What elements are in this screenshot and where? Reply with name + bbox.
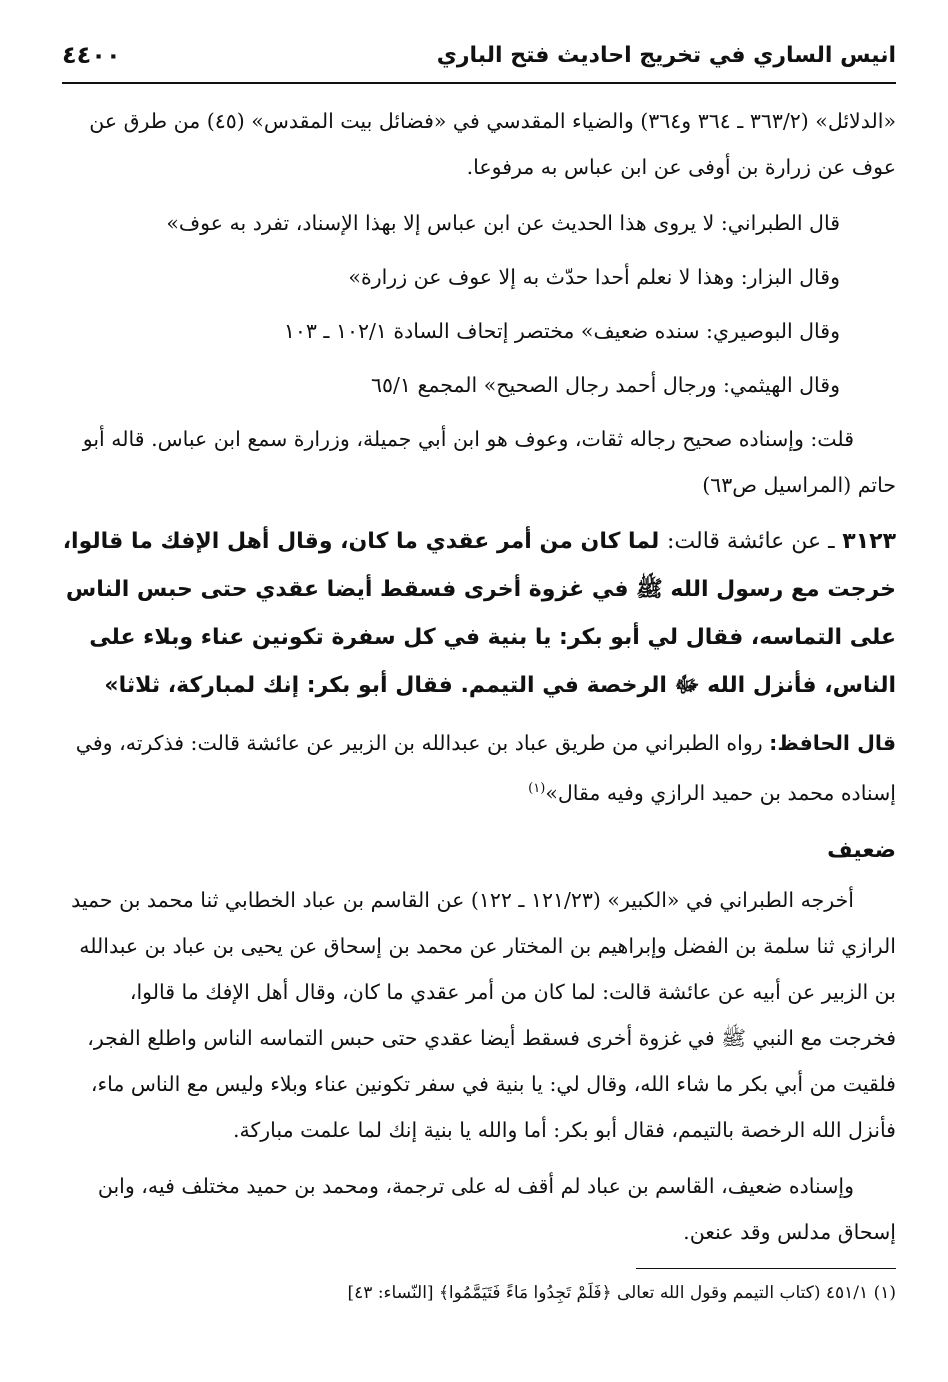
footnote-marker: (١) [873, 1283, 896, 1303]
hadith-number: ٣١٢٣ [842, 529, 896, 554]
book-title: انيس الساري في تخريج احاديث فتح الباري [436, 42, 896, 68]
quotes-block [62, 200, 896, 408]
grade-heading: ضعيف [827, 837, 896, 863]
quote-busiri: وقال البوصيري: سنده ضعيف» مختصر إتحاف السادة ١٠٢/١ ـ ١٠٣ [283, 319, 840, 343]
quote-tabarani: قال الطبراني: لا يروى هذا الحديث عن ابن عباس إلا بهذا الإسناد، تفرد به عوف» [166, 211, 840, 235]
takhrij-paragraph [62, 877, 896, 1153]
intro-paragraph [62, 98, 896, 190]
conclusion-text: وإسناده ضعيف، القاسم بن عباد لم أقف له على ترجمة، ومحمد بن حميد مختلف فيه، وابن إسحاق مدلس وقد عنعن. [97, 1173, 896, 1244]
hafiz-paragraph [62, 720, 896, 816]
author-note [62, 416, 896, 508]
quote-bazzar: وقال البزار: وهذا لا نعلم أحدا حدّث به إلا عوف عن زرارة» [348, 265, 840, 289]
intro-paragraph-text: «الدلائل» (٣٦٣/٢ ـ ٣٦٤ و٣٦٤) والضياء المقدسي في «فضائل بيت المقدس» (٤٥) من طرق عن عوف عن زرارة بن أوفى عن ابن عباس به مرفوعا. [89, 109, 896, 179]
conclusion-paragraph [62, 1163, 896, 1255]
running-header [62, 0, 896, 74]
hadith-intro: ـ عن عائشة قالت: [666, 529, 835, 554]
footnote-divider [636, 1268, 896, 1269]
header-rule [62, 82, 896, 84]
author-note-text: قلت: وإسناده صحيح رجاله ثقات، وعوف هو ابن أبي جميلة، وزرارة سمع ابن عباس. قاله أبو حاتم (المراسيل ص٦٣) [82, 427, 896, 497]
hafiz-label: قال الحافظ: [769, 731, 896, 755]
footnote [62, 1278, 896, 1308]
footnote-reference[interactable]: (١) [528, 781, 546, 796]
page-number: ٤٤٠٠ [62, 41, 121, 69]
hadith-block [62, 518, 896, 710]
hafiz-text: رواه الطبراني من طريق عباد بن عبدالله بن الزبير عن عائشة قالت: فذكرته، وفي إسناده محمد بن حميد الرازي وفيه مقال» [75, 731, 896, 805]
hadith-text: لما كان من أمر عقدي ما كان، وقال أهل الإفك ما قالوا، خرجت مع رسول الله ﷺ في غزوة أخرى فسقط أيضا عقدي حتى حبس الناس على التماسه، فقال لي أبو بكر: يا بنية في كل سفرة تكونين عناء وبلاء على الناس، فأنزل الله ﷻ الرخصة في التيمم. فقال أبو بكر: إنك لمباركة، ثلاثا» [62, 529, 896, 698]
takhrij-text: أخرجه الطبراني في «الكبير» (١٢١/٢٣ ـ ١٢٢) عن القاسم بن عباد الخطابي ثنا محمد بن حميد الرازي ثنا سلمة بن الفضل وإبراهيم بن المختار عن محمد بن إسحاق عن يحيى بن عباد بن عبدالله بن الزبير عن أبيه عن عائشة قالت: لما كان من أمر عقدي ما كان، وقال أهل الإفك ما قالوا، فخرجت مع النبي ﷺ في غزوة أخرى فسقط أيضا عقدي حتى حبس التماسه الناس واطلع الفجر، فلقيت من أبي بكر ما شاء الله، وقال لي: يا بنية في سفر تكونين عناء وبلاء وليس مع الناس ماء، فأنزل الله الرخصة بالتيمم، فقال أبو بكر: أما والله يا بنية إنك لما علمت مباركة. [71, 887, 896, 1142]
quote-haythami: وقال الهيثمي: ورجال أحمد رجال الصحيح» المجمع ٦٥/١ [370, 373, 840, 397]
footnote-text: ٤٥١/١ (كتاب التيمم وقول الله تعالى ﴿فَلَمْ تَجِدُوا مَاءً فَتَيَمَّمُوا﴾ [النّساء: ٤٣] [347, 1283, 869, 1303]
